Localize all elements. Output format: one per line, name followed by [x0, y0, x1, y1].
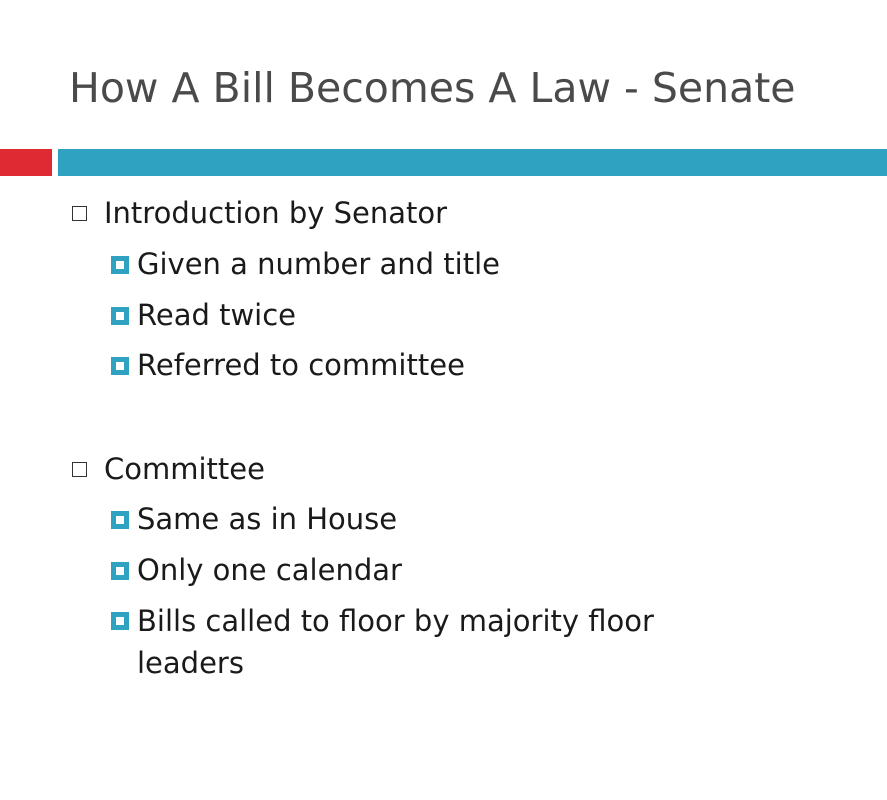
- square-bullet-icon: [111, 511, 129, 529]
- square-bullet-icon: [111, 357, 129, 375]
- square-bullet-icon: [111, 562, 129, 580]
- section-heading-introduction: Introduction by Senator: [104, 196, 448, 230]
- checkbox-bullet-icon: [72, 462, 87, 477]
- checkbox-bullet-icon: [72, 206, 87, 221]
- list-item: Same as in House: [137, 502, 398, 536]
- list-item: Bills called to floor by majority floor leaders: [137, 604, 654, 680]
- list-item: Given a number and title: [137, 247, 500, 281]
- section-heading-committee: Committee: [104, 452, 265, 486]
- square-bullet-icon: [111, 256, 129, 274]
- list-item: Only one calendar: [137, 553, 402, 587]
- list-item: Read twice: [137, 298, 297, 332]
- list-item: Referred to committee: [137, 348, 465, 382]
- slide-title: How A Bill Becomes A Law - Senate: [69, 64, 796, 112]
- square-bullet-icon: [111, 307, 129, 325]
- square-bullet-icon: [111, 612, 129, 630]
